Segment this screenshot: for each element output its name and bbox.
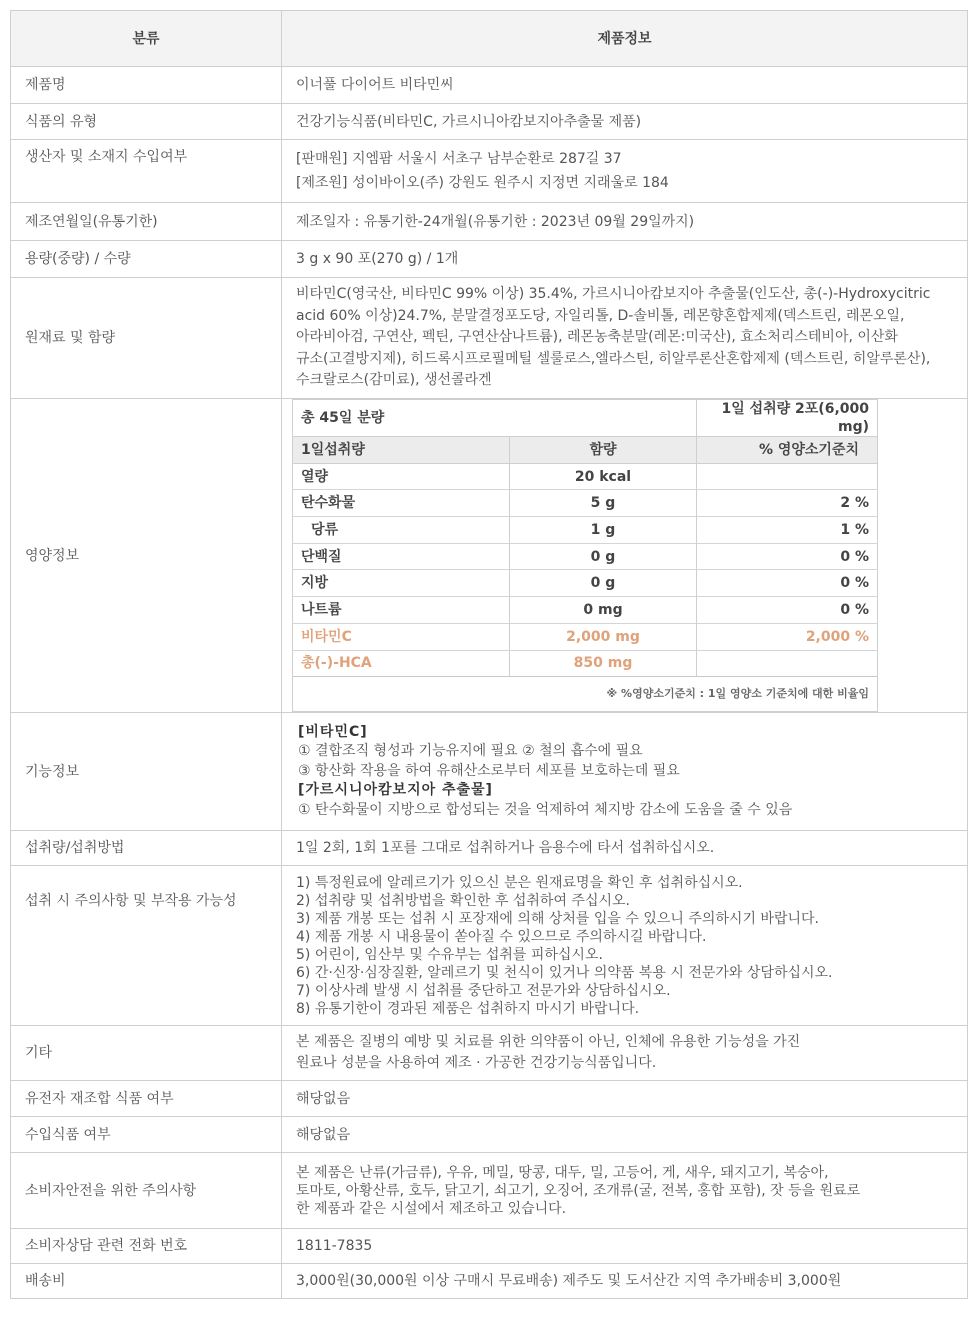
ingredients-line: 아라비아검, 구연산, 펙틴, 구연산삼나트륨), 레몬농축분말(레몬:미국산), 효소처리스테비아, 이산화 bbox=[296, 329, 898, 346]
table-row bbox=[11, 104, 968, 140]
caution-line: 7) 이상사례 발생 시 섭취를 중단하고 전문가와 상담하십시오. bbox=[296, 982, 671, 999]
row-label: 배송비 bbox=[11, 1264, 282, 1299]
caution-line: 5) 어린이, 임산부 및 수유부는 섭취를 피하십시오. bbox=[296, 946, 603, 963]
row-label: 생산자 및 소재지 수입여부 bbox=[11, 140, 282, 203]
caution-line: 3) 제품 개봉 또는 섭취 시 포장재에 의해 상처를 입을 수 있으니 주의하시기 바랍니다. bbox=[296, 910, 819, 927]
etc-value bbox=[282, 1026, 968, 1081]
ingredients-value bbox=[282, 278, 968, 399]
nutrient-name: 탄수화물 bbox=[293, 490, 510, 517]
ingredients-line: 수크랄로스(감미료), 생선콜라겐 bbox=[296, 372, 492, 389]
intake-value: 1일 2회, 1회 1포를 그대로 섭취하거나 음용수에 타서 섭취하십시오. bbox=[282, 831, 968, 866]
row-label: 섭취량/섭취방법 bbox=[11, 831, 282, 866]
nutrition-row bbox=[293, 463, 878, 490]
allergy-line: 한 제품과 같은 시설에서 제조하고 있습니다. bbox=[296, 1200, 567, 1217]
function-value bbox=[282, 713, 968, 831]
nutrient-pct: 0 % bbox=[697, 570, 878, 597]
caution-value bbox=[282, 866, 968, 1026]
caution-line: 6) 간·신장·심장질환, 알레르기 및 천식이 있거나 의약품 복용 시 전문가와 상담하십시오. bbox=[296, 964, 833, 981]
nutrition-row-highlight bbox=[293, 650, 878, 677]
nutrient-name: 지방 bbox=[293, 570, 510, 597]
row-label: 원재료 및 함량 bbox=[11, 278, 282, 399]
ingredients-line: 규소(고결방지제), 히드록시프로필메틸 셀룰로스,엘라스틴, 히알루론산혼합제제 (덱스트린, 히알루론산), bbox=[296, 350, 931, 367]
product-info-container bbox=[10, 10, 968, 1299]
table-row bbox=[11, 203, 968, 241]
caution-line: 2) 섭취량 및 섭취방법을 확인한 후 섭취하여 주십시오. bbox=[296, 892, 630, 909]
nutrition-total: 총 45일 분량 bbox=[293, 400, 697, 437]
nutrient-pct: 2,000 % bbox=[697, 623, 878, 650]
nutrient-name: 총(-)-HCA bbox=[293, 650, 510, 677]
caution-line: 8) 유통기한이 경과된 제품은 섭취하지 마시기 바랍니다. bbox=[296, 1000, 640, 1017]
caution-line: 4) 제품 개봉 시 내용물이 쏟아질 수 있으므로 주의하시길 바랍니다. bbox=[296, 928, 707, 945]
manufacturer-line: [제조원] 성이바이오(주) 강원도 원주시 지정면 지래울로 184 bbox=[296, 175, 669, 191]
etc-line: 원료나 성분을 사용하여 제조 · 가공한 건강기능식품입니다. bbox=[296, 1055, 657, 1072]
food-type-value: 건강기능식품(비타민C, 가르시니아캄보지아추출물 제품) bbox=[282, 104, 968, 140]
etc-line: 본 제품은 질병의 예방 및 치료를 위한 의약품이 아닌, 인체에 유용한 기능성을 가진 bbox=[296, 1034, 801, 1051]
allergy-line: 토마토, 아황산류, 호두, 닭고기, 쇠고기, 오징어, 조개류(굴, 전복, 홍합 포함), 잣 등을 원료로 bbox=[296, 1182, 861, 1199]
table-header bbox=[11, 11, 968, 67]
nutrition-row bbox=[293, 570, 878, 597]
nutrition-cell bbox=[282, 399, 968, 713]
table-row bbox=[11, 831, 968, 866]
row-label: 유전자 재조합 식품 여부 bbox=[11, 1081, 282, 1117]
function-title-vitaminc: [비타민C] bbox=[298, 723, 368, 740]
nutrition-row bbox=[293, 543, 878, 570]
nutrient-amount: 5 g bbox=[510, 490, 697, 517]
nutrient-amount: 0 mg bbox=[510, 597, 697, 624]
function-line: ③ 항산화 작용을 하여 유해산소로부터 세포를 보호하는데 필요 bbox=[298, 762, 680, 779]
nutrition-row bbox=[293, 517, 878, 544]
ingredients-line: acid 60% 이상)24.7%, 분말결정포도당, 자일리톨, D-솔비톨, 레몬향혼합제제(덱스트린, 레몬오일, bbox=[296, 307, 905, 324]
nutrient-name: 열량 bbox=[293, 463, 510, 490]
nutrient-amount: 2,000 mg bbox=[510, 623, 697, 650]
shipping-value: 3,000원(30,000원 이상 구매시 무료배송) 제주도 및 도서산간 지역 추가배송비 3,000원 bbox=[282, 1264, 968, 1299]
header-product-info: 제품정보 bbox=[282, 11, 968, 67]
row-label: 기타 bbox=[11, 1026, 282, 1081]
row-label: 소비자안전을 위한 주의사항 bbox=[11, 1153, 282, 1229]
nutrition-col-amount: 함량 bbox=[510, 437, 697, 464]
table-row bbox=[11, 1081, 968, 1117]
nutrient-amount: 20 kcal bbox=[510, 463, 697, 490]
row-label: 제조연월일(유통기한) bbox=[11, 203, 282, 241]
ingredients-line: 비타민C(영국산, 비타민C 99% 이상) 35.4%, 가르시니아캄보지아 추출물(인도산, 총(-)-Hydroxycitric bbox=[296, 286, 931, 303]
mfg-date-value: 제조일자 : 유통기한-24개월(유통기한 : 2023년 09월 29일까지) bbox=[282, 203, 968, 241]
seller-line: [판매원] 지엠팜 서울시 서초구 남부순환로 287길 37 bbox=[296, 151, 622, 167]
nutrition-serving: 1일 섭취량 2포(6,000 mg) bbox=[697, 400, 878, 437]
table-row bbox=[11, 1153, 968, 1229]
row-label: 식품의 유형 bbox=[11, 104, 282, 140]
row-label: 섭취 시 주의사항 및 부작용 가능성 bbox=[11, 866, 282, 1026]
nutrient-name: 비타민C bbox=[293, 623, 510, 650]
nutrition-row-highlight bbox=[293, 623, 878, 650]
nutrient-amount: 1 g bbox=[510, 517, 697, 544]
table-row bbox=[11, 399, 968, 713]
nutrient-name: 나트륨 bbox=[293, 597, 510, 624]
nutrition-note-row bbox=[293, 677, 878, 712]
nutrition-table bbox=[292, 399, 878, 712]
nutrition-col-daily: 1일섭취량 bbox=[293, 437, 510, 464]
row-label: 소비자상담 관련 전화 번호 bbox=[11, 1229, 282, 1264]
row-label: 기능정보 bbox=[11, 713, 282, 831]
table-row bbox=[11, 1264, 968, 1299]
nutrient-amount: 0 g bbox=[510, 543, 697, 570]
table-row bbox=[11, 1026, 968, 1081]
function-line: ① 결합조직 형성과 기능유지에 필요 ② 철의 흡수에 필요 bbox=[298, 743, 643, 760]
phone-value: 1811-7835 bbox=[282, 1229, 968, 1264]
caution-line: 1) 특정원료에 알레르기가 있으신 분은 원재료명을 확인 후 섭취하십시오. bbox=[296, 874, 743, 891]
allergy-value bbox=[282, 1153, 968, 1229]
row-label: 영양정보 bbox=[11, 399, 282, 713]
nutrition-summary bbox=[293, 400, 878, 437]
nutrient-amount: 0 g bbox=[510, 570, 697, 597]
nutrition-row bbox=[293, 597, 878, 624]
nutrient-amount: 850 mg bbox=[510, 650, 697, 677]
producer-value bbox=[282, 140, 968, 203]
row-label: 수입식품 여부 bbox=[11, 1117, 282, 1153]
product-name-value: 이너풀 다이어트 비타민씨 bbox=[282, 67, 968, 104]
table-row bbox=[11, 866, 968, 1026]
table-row bbox=[11, 713, 968, 831]
table-row bbox=[11, 1229, 968, 1264]
gmo-value: 해당없음 bbox=[282, 1081, 968, 1117]
function-title-garcinia: [가르시니아캄보지아 추출물] bbox=[298, 782, 493, 799]
nutrient-name: 단백질 bbox=[293, 543, 510, 570]
row-label: 제품명 bbox=[11, 67, 282, 104]
product-info-table bbox=[10, 10, 968, 1299]
volume-value: 3 g x 90 포(270 g) / 1개 bbox=[282, 241, 968, 278]
nutrition-column-header bbox=[293, 437, 878, 464]
nutrient-pct: 2 % bbox=[697, 490, 878, 517]
table-row bbox=[11, 140, 968, 203]
row-label: 용량(중량) / 수량 bbox=[11, 241, 282, 278]
table-row bbox=[11, 1117, 968, 1153]
nutrient-name: 당류 bbox=[293, 517, 510, 544]
nutrition-row bbox=[293, 490, 878, 517]
nutrient-pct bbox=[697, 650, 878, 677]
nutrition-col-pct: % 영양소기준치 bbox=[697, 437, 878, 464]
allergy-line: 본 제품은 난류(가금류), 우유, 메밀, 땅콩, 대두, 밀, 고등어, 게, 새우, 돼지고기, 복숭아, bbox=[296, 1164, 829, 1181]
table-row bbox=[11, 67, 968, 104]
nutrient-pct: 0 % bbox=[697, 543, 878, 570]
import-value: 해당없음 bbox=[282, 1117, 968, 1153]
function-line: ① 탄수화물이 지방으로 합성되는 것을 억제하여 체지방 감소에 도움을 줄 수 있음 bbox=[298, 801, 793, 818]
nutrient-pct: 0 % bbox=[697, 597, 878, 624]
table-row bbox=[11, 278, 968, 399]
nutrition-note: ※ %영양소기준치 : 1일 영양소 기준치에 대한 비율임 bbox=[293, 677, 878, 712]
nutrient-pct bbox=[697, 463, 878, 490]
table-row bbox=[11, 241, 968, 278]
nutrient-pct: 1 % bbox=[697, 517, 878, 544]
header-category: 분류 bbox=[11, 11, 282, 67]
